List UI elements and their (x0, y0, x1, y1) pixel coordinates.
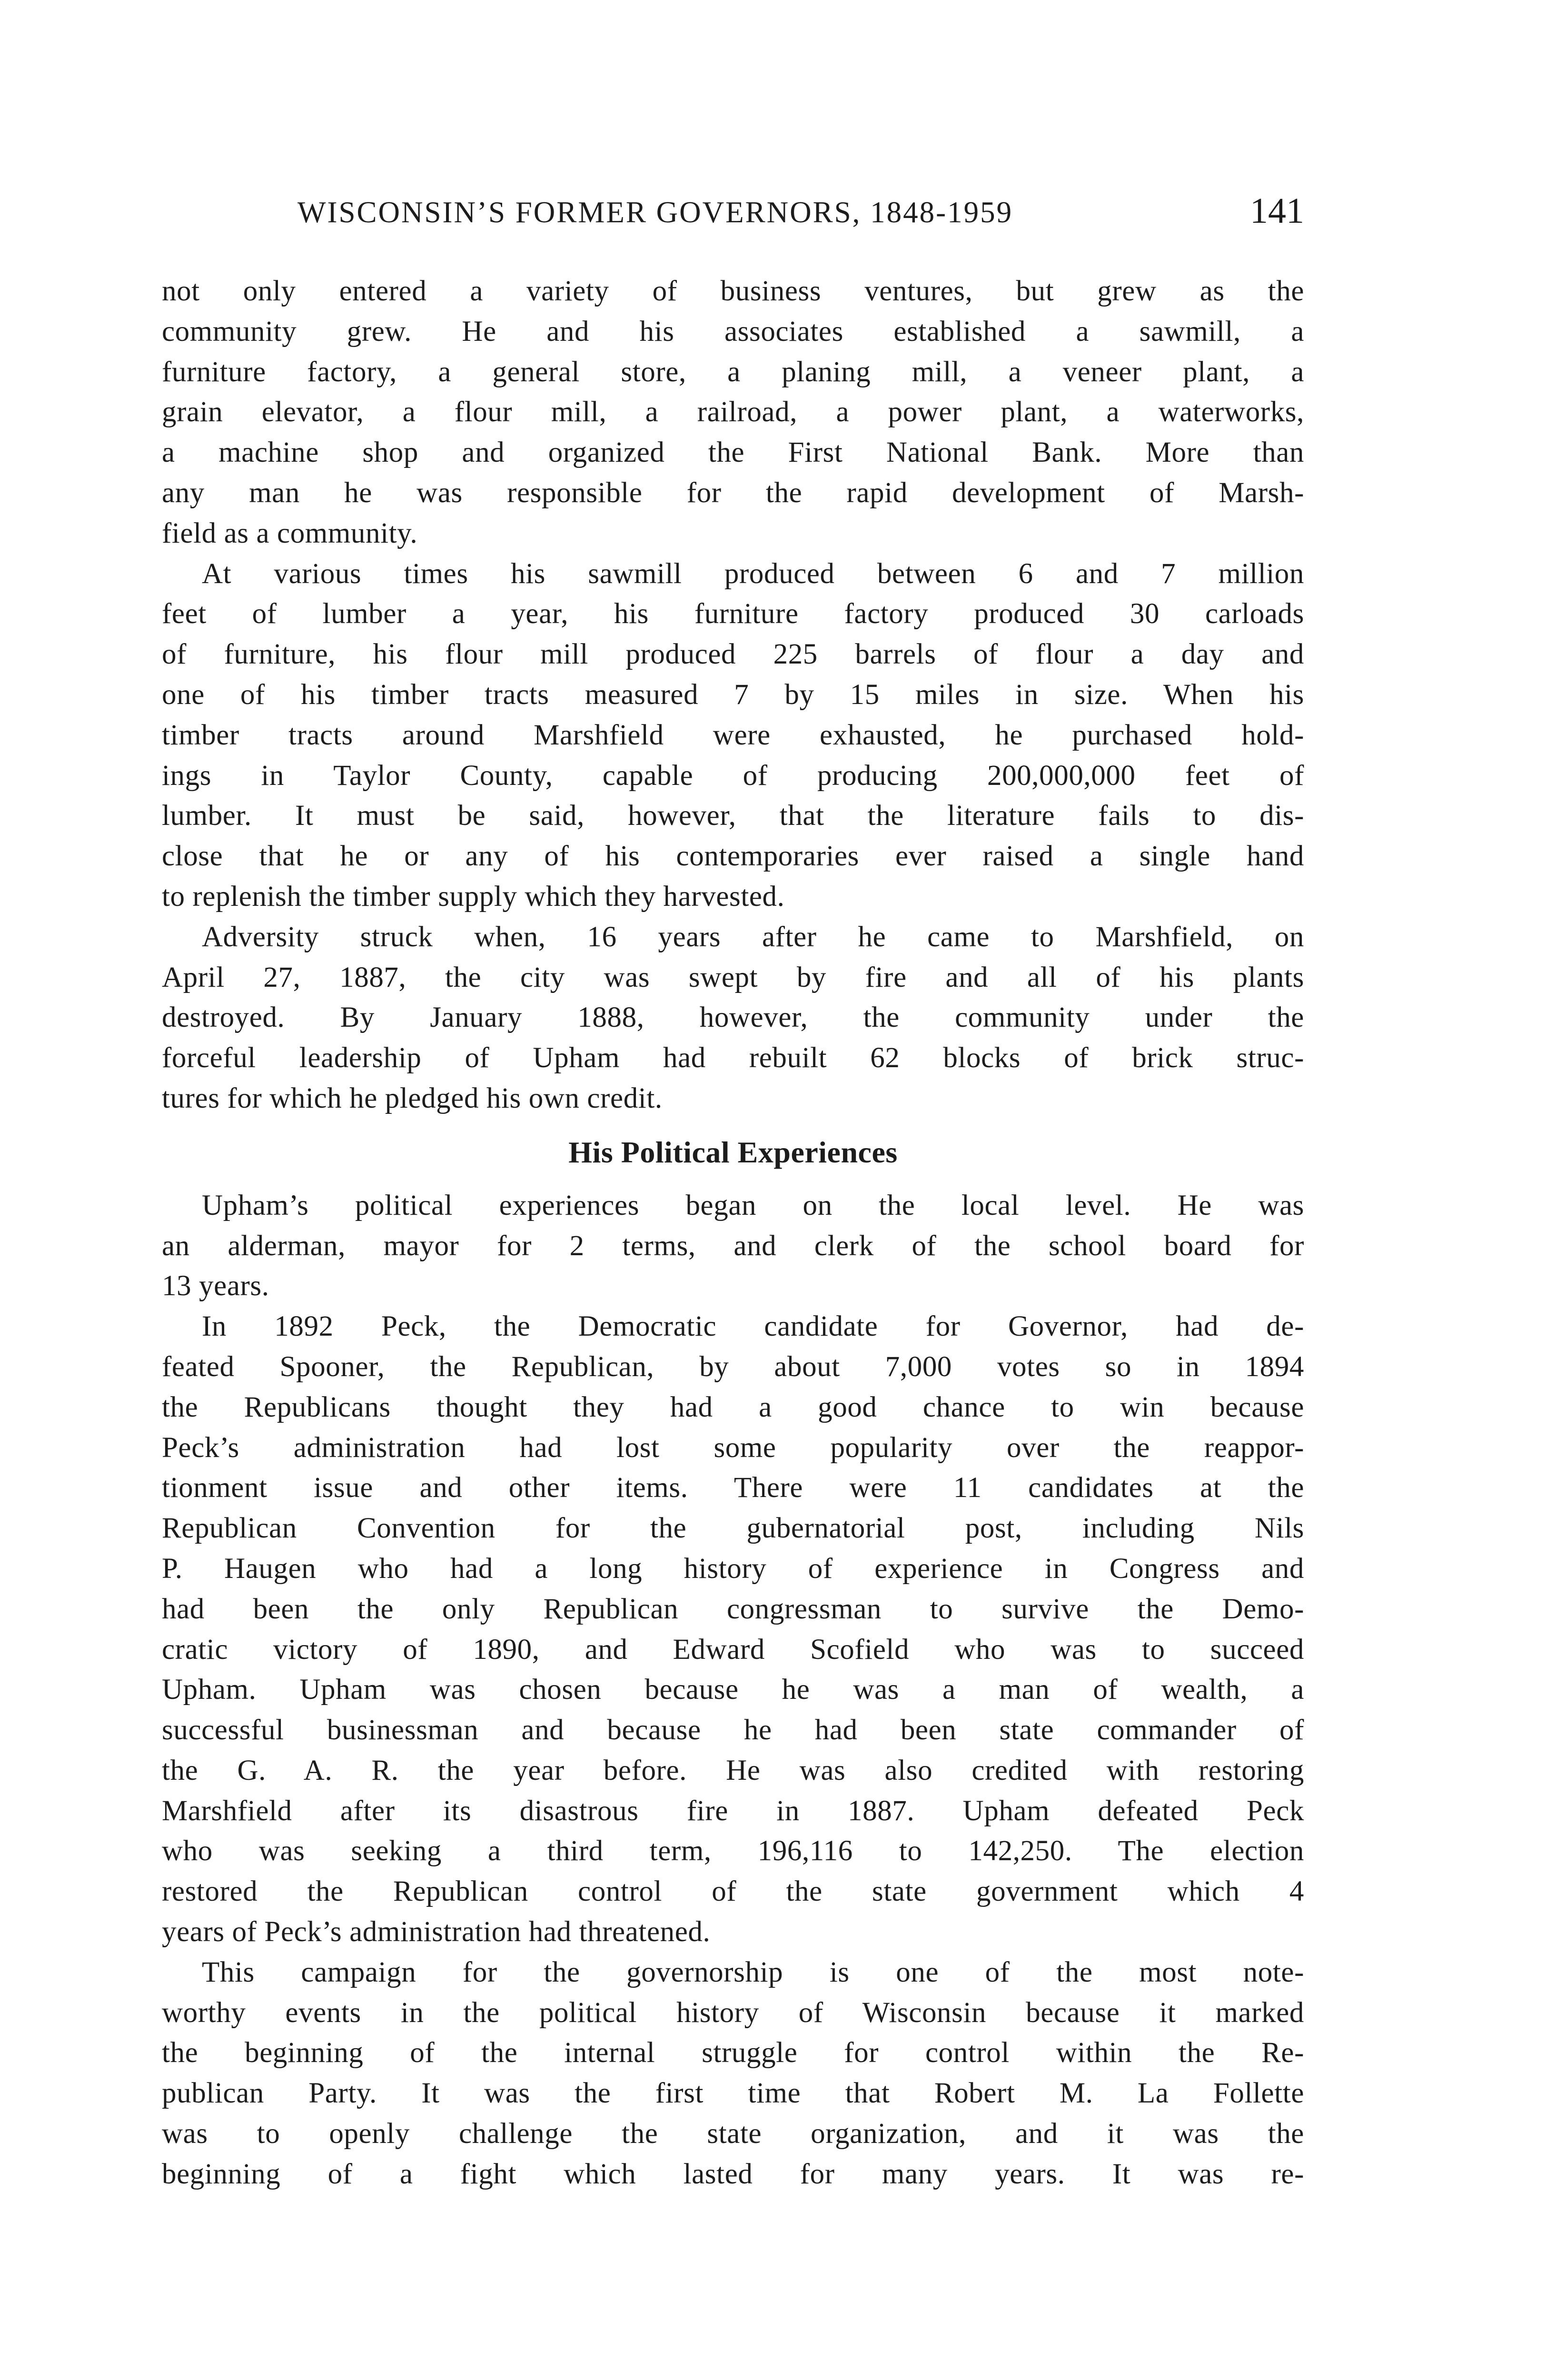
section-heading: His Political Experiences (568, 1135, 898, 1169)
text-line: This campaign for the governorship is one of the most note- (202, 1956, 1304, 1988)
text-line: successful businessman and because he had been state commander of (162, 1714, 1304, 1746)
text-line: a machine shop and organized the First National Bank. More than (162, 436, 1304, 469)
text-line: who was seeking a third term, 196,116 to 142,250. The election (162, 1835, 1304, 1867)
text-line: the G. A. R. the year before. He was also credited with restoring (162, 1754, 1304, 1786)
text-line: furniture factory, a general store, a planing mill, a veneer plant, a (162, 356, 1304, 388)
text-line: In 1892 Peck, the Democratic candidate for Governor, had de- (202, 1310, 1304, 1343)
text-line: community grew. He and his associates established a sawmill, a (162, 315, 1304, 347)
text-line: had been the only Republican congressman to survive the Demo- (162, 1593, 1304, 1625)
text-line: feated Spooner, the Republican, by about 7,000 votes so in 1894 (162, 1350, 1304, 1383)
text-line: beginning of a fight which lasted for many years. It was re- (162, 2158, 1304, 2190)
text-line: grain elevator, a flour mill, a railroad, a power plant, a waterworks, (162, 396, 1304, 428)
paragraph-1894-election (162, 1307, 1304, 1953)
text-line: years of Peck’s administration had threatened. (162, 1916, 711, 1948)
text-line: tionment issue and other items. There were 11 candidates at the (162, 1472, 1304, 1504)
text-line: not only entered a variety of business ventures, but grew as the (162, 275, 1304, 307)
text-line: of furniture, his flour mill produced 225 barrels of flour a day and (162, 638, 1304, 671)
text-line: to replenish the timber supply which they harvested. (162, 880, 785, 912)
text-line: field as a community. (162, 517, 418, 549)
text-line: close that he or any of his contemporaries ever raised a single hand (162, 840, 1304, 873)
text-line: destroyed. By January 1888, however, the community under the (162, 1002, 1304, 1034)
text-line: feet of lumber a year, his furniture factory produced 30 carloads (162, 598, 1304, 630)
running-header (162, 186, 1304, 238)
text-line: Upham’s political experiences began on the local level. He was (202, 1189, 1304, 1221)
text-line: ings in Taylor County, capable of producing 200,000,000 feet of (162, 759, 1304, 792)
paragraph-campaign-significance (162, 1953, 1304, 2195)
text-line: the Republicans thought they had a good chance to win because (162, 1391, 1304, 1423)
text-line: timber tracts around Marshfield were exhausted, he purchased hold- (162, 719, 1304, 751)
text-line: lumber. It must be said, however, that the literature fails to dis- (162, 800, 1304, 832)
text-line: was to openly challenge the state organization, and it was the (162, 2118, 1304, 2150)
text-line: the beginning of the internal struggle for control within the Re- (162, 2037, 1304, 2069)
text-line: cratic victory of 1890, and Edward Scofield who was to succeed (162, 1633, 1304, 1666)
text-line: one of his timber tracts measured 7 by 15 miles in size. When his (162, 678, 1304, 711)
text-line: an alderman, mayor for 2 terms, and clerk of the school board for (162, 1230, 1304, 1262)
text-line: Marshfield after its disastrous fire in 1887. Upham defeated Peck (162, 1795, 1304, 1827)
text-line: At various times his sawmill produced between 6 and 7 million (202, 557, 1304, 590)
text-line: publican Party. It was the first time that Robert M. La Follette (162, 2077, 1304, 2110)
text-line: Peck’s administration had lost some popularity over the reappor- (162, 1431, 1304, 1464)
paragraph-business-ventures (162, 271, 1304, 554)
text-line: April 27, 1887, the city was swept by fire and all of his plants (162, 961, 1304, 993)
running-header-title: WISCONSIN’S FORMER GOVERNORS, 1848-1959 (297, 196, 1013, 229)
text-line: forceful leadership of Upham had rebuilt 62 blocks of brick struc- (162, 1042, 1304, 1074)
text-line: 13 years. (162, 1270, 269, 1302)
text-line: restored the Republican control of the state government which 4 (162, 1875, 1304, 1908)
text-line: any man he was responsible for the rapid development of Marsh- (162, 476, 1304, 509)
text-line: Republican Convention for the gubernatorial post, including Nils (162, 1512, 1304, 1545)
text-line: worthy events in the political history of Wisconsin because it marked (162, 1996, 1304, 2029)
paragraph-lumber-production (162, 554, 1304, 917)
page-number: 141 (1250, 191, 1304, 231)
paragraph-local-offices (162, 1186, 1304, 1307)
text-line: Adversity struck when, 16 years after he came to Marshfield, on (202, 921, 1304, 953)
text-line: P. Haugen who had a long history of experience in Congress and (162, 1552, 1304, 1585)
text-line: Upham. Upham was chosen because he was a man of wealth, a (162, 1674, 1304, 1706)
book-page (162, 186, 1304, 2195)
paragraph-fire-adversity (162, 917, 1304, 1119)
text-line: tures for which he pledged his own credit. (162, 1082, 663, 1114)
